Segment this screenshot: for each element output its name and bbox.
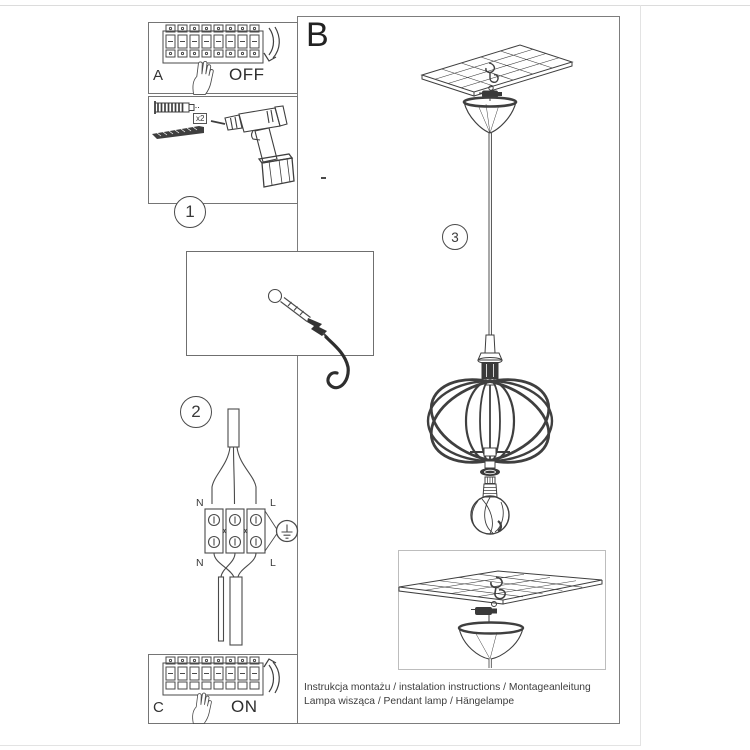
wire-label-n-top: N xyxy=(196,497,204,509)
step-c-box xyxy=(148,654,298,724)
wire-label-l-bottom: L xyxy=(270,557,276,569)
cage-shade-icon xyxy=(420,364,561,477)
canopy-icon xyxy=(459,623,523,669)
scan-edge-right xyxy=(640,5,641,746)
earth-ground-icon xyxy=(265,511,298,551)
light-bulb-icon xyxy=(471,484,509,534)
lamp-cable xyxy=(230,577,242,645)
off-label: OFF xyxy=(229,65,265,84)
ceiling-detail-box xyxy=(398,550,606,670)
footer-text xyxy=(304,681,624,708)
hook-screw-icon xyxy=(281,298,349,388)
step-3-number: 3 xyxy=(451,229,459,245)
pendant-cord xyxy=(489,133,491,335)
turn-off-arrow-icon xyxy=(264,27,279,61)
ceiling-hook-icon xyxy=(491,577,505,599)
step-2-box xyxy=(186,251,374,356)
step-c-label: C xyxy=(153,699,164,716)
terminal-block-icon xyxy=(205,509,265,553)
pendant-lamp-illustration xyxy=(398,38,583,543)
ceiling-panel-icon xyxy=(422,45,572,96)
lamp-socket-icon xyxy=(478,335,502,379)
wire-label-n-bottom: N xyxy=(196,557,204,569)
drill-icon xyxy=(211,106,294,187)
scan-edge-bottom xyxy=(0,745,641,746)
pointing-hand-icon xyxy=(193,693,212,724)
screw-icon xyxy=(152,126,204,139)
pendant-lamp-figure xyxy=(398,38,583,543)
circuit-breaker-panel-icon xyxy=(163,657,263,695)
drill-hole-icon xyxy=(269,290,282,303)
wiring-diagram xyxy=(190,405,325,650)
tools-box xyxy=(148,96,298,204)
cord-grip-icon xyxy=(471,602,497,624)
pointing-hand-icon xyxy=(193,61,213,94)
footer-line-2: Lampa wisząca / Pendant lamp / Hängelampe xyxy=(304,695,515,707)
step-1-badge xyxy=(174,196,206,228)
supply-cable xyxy=(228,409,239,447)
circuit-breaker-panel-icon xyxy=(163,25,263,63)
canopy-icon xyxy=(464,98,516,134)
anchor-count-label: x2 xyxy=(193,113,207,124)
wire-label-l-top: L xyxy=(270,497,276,509)
stray-mark xyxy=(321,177,326,179)
washer-icon xyxy=(480,468,500,484)
turn-on-arrow-icon xyxy=(264,659,279,693)
footer-line-1: Instrukcja montażu / instalation instructions / Montageanleitung xyxy=(304,682,591,693)
step-1-number: 1 xyxy=(185,202,195,221)
scan-edge-top xyxy=(0,5,750,6)
section-b-label: B xyxy=(306,16,329,54)
lamp-cable-thin xyxy=(219,577,224,641)
step-a-illustration xyxy=(149,23,295,91)
on-label: ON xyxy=(231,697,258,716)
hook-install-illustration xyxy=(187,252,371,402)
ceiling-detail-illustration xyxy=(399,551,603,667)
step-a-box xyxy=(148,22,298,94)
step-2-number: 2 xyxy=(191,402,201,421)
wiring-illustration xyxy=(190,405,325,650)
tools-illustration xyxy=(149,97,295,201)
step-c-illustration xyxy=(149,655,295,721)
step-a-label: A xyxy=(153,67,164,84)
